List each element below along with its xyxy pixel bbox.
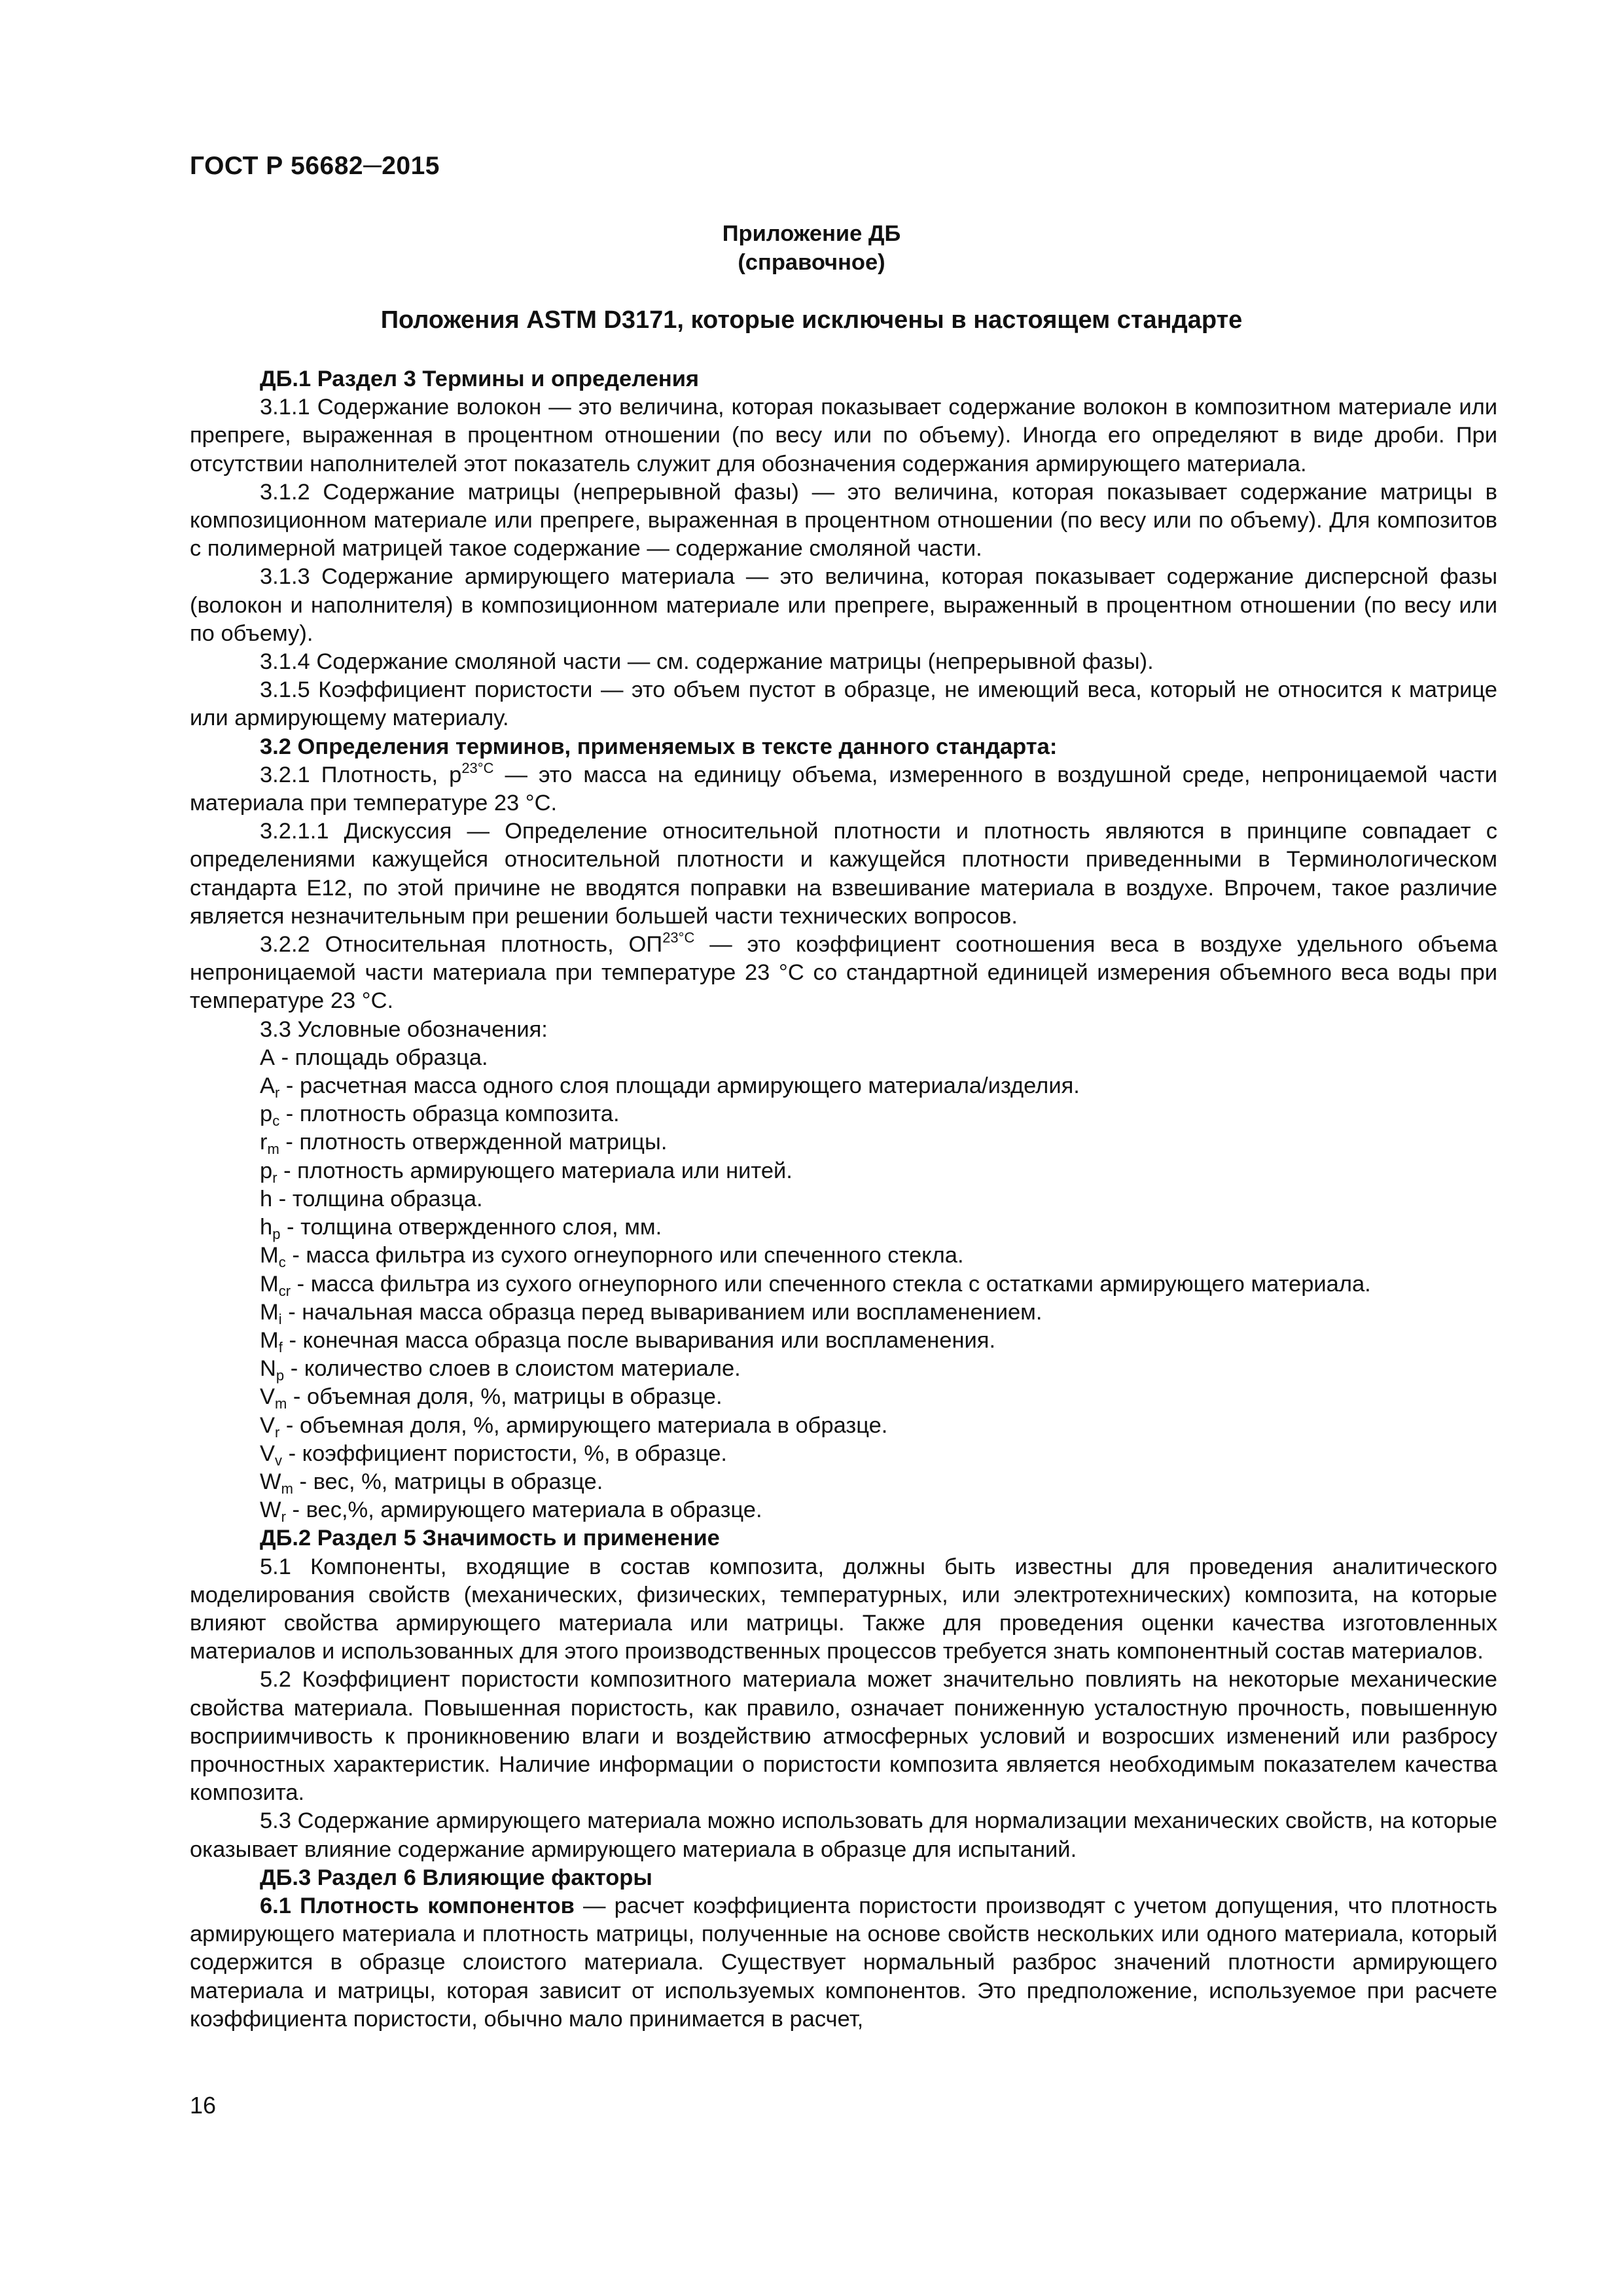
symbol-item (190, 1128, 1497, 1157)
superscript: 23°C (662, 929, 695, 946)
symbol-description: - конечная масса образца после вываривания или воспламенения. (282, 1327, 996, 1353)
section-title: ДБ.2 Раздел 5 Значимость и применение (260, 1526, 720, 1551)
paragraph-lead: 6.1 Плотность компонентов (260, 1893, 575, 1918)
term-text: 3.2.1 Плотность, р (260, 762, 462, 787)
page-number: 16 (190, 2092, 217, 2119)
symbol-item (190, 1072, 1497, 1100)
symbol-item (190, 1496, 1497, 1524)
symbol-item (190, 1383, 1497, 1411)
symbol-subscript: i (278, 1310, 282, 1327)
symbol-description: - толщина отвержденного слоя, мм. (280, 1215, 662, 1240)
symbol: r (260, 1130, 268, 1155)
paragraph: 3.1.3 Содержание армирующего материала — это величина, которая показывает содержание дисперсной фазы (волокон и наполнителя) в композиционном материале или препреге, выраженный в процентном отношении (по весу или по объему). (190, 564, 1497, 646)
symbol-subscript: p (276, 1367, 285, 1384)
document-header: ГОСТ Р 56682─2015 (190, 152, 440, 180)
symbol-description: - объемная доля, %, армирующего материала в образце. (279, 1412, 888, 1438)
symbol-item (190, 1270, 1497, 1299)
paragraph: 3.3 Условные обозначения: (260, 1016, 548, 1042)
definition-text: — это коэффициент соотношения веса в воздухе удельного объема непроницаемой части материала при температуре 23 °C со стандартной единицей измерения объемного веса воды при температуре 23 °C. (190, 932, 1498, 1014)
section-title: ДБ.1 Раздел 3 Термины и определения (260, 367, 700, 391)
paragraph: 5.3 Содержание армирующего материала можно использовать для нормализации механических свойств, на которые оказывает влияние содержание армирующего материала в образце для испытаний. (190, 1808, 1497, 1862)
symbol-subscript: r (272, 1169, 277, 1186)
paragraph (190, 931, 1497, 1016)
section-title: ДБ.3 Раздел 6 Влияющие факторы (260, 1865, 652, 1890)
symbol-item (190, 1327, 1497, 1355)
symbol-item (190, 1157, 1497, 1185)
symbol: A (260, 1073, 276, 1099)
subsection-title: 3.2 Определения терминов, применяемых в тексте данного стандарта: (260, 734, 1058, 759)
symbol: M (260, 1299, 279, 1325)
symbol-description: - плотность армирующего материала или нитей. (277, 1158, 793, 1183)
symbol-item (190, 1440, 1497, 1468)
annex-subtitle: (справочное) (738, 250, 885, 275)
symbol-item (190, 1412, 1497, 1440)
paragraph (190, 1892, 1497, 2034)
symbol: V (260, 1441, 276, 1466)
symbol-subscript: c (278, 1254, 286, 1271)
symbol: V (260, 1412, 276, 1438)
symbol-subscript: v (275, 1452, 283, 1469)
symbol-item (190, 1468, 1497, 1496)
symbol-subscript: cr (278, 1282, 291, 1299)
symbol-item (190, 1355, 1497, 1383)
document-body (190, 365, 1497, 2034)
symbol-subscript: f (278, 1338, 283, 1355)
symbol-subscript: r (275, 1424, 280, 1441)
symbol-subscript: r (281, 1509, 286, 1526)
symbol: M (260, 1327, 279, 1353)
symbol-description: - площадь образца. (275, 1045, 488, 1070)
symbol: h (260, 1186, 273, 1211)
term-text: 3.2.2 Относительная плотность, ОП (260, 932, 663, 958)
symbol: N (260, 1356, 276, 1382)
annex-title: Приложение ДБ (722, 221, 901, 246)
symbol-item (190, 1213, 1497, 1242)
symbol-description: - плотность образца композита. (279, 1102, 620, 1127)
section-heading: Положения ASTM D3171, которые исключены в настоящем стандарте (380, 306, 1243, 334)
symbol-item (190, 1185, 1497, 1213)
symbol: V (260, 1384, 276, 1410)
paragraph: 3.1.5 Коэффициент пористости — это объем пустот в образце, не имеющий веса, который не относится к матрице или армирующему материалу. (190, 677, 1497, 731)
paragraph: 3.1.4 Содержание смоляной части — см. содержание матрицы (непрерывной фазы). (260, 649, 1154, 675)
symbol: A (260, 1045, 276, 1070)
symbol-item (190, 1242, 1497, 1270)
paragraph-text: — расчет коэффициента пористости производят с учетом допущения, что плотность армирующего материала и плотность матрицы, полученные на основе свойств нескольких или одного материала, который содержится в образце слоистого материала. Существует нормальный разброс значений плотности армирующего материала и матрицы, которая зависит от используемых компонентов. Это предположение, используемое при расчете коэффициента пористости, обычно мало принимается в расчет, (190, 1893, 1497, 2032)
symbol: M (260, 1271, 279, 1297)
symbol-subscript: p (272, 1226, 281, 1243)
symbol: h (260, 1215, 273, 1240)
symbol-description: - вес,%, армирующего материала в образце. (285, 1498, 762, 1523)
paragraph: 3.1.1 Содержание волокон — это величина, которая показывает содержание волокон в композитном материале или препреге, выраженная в процентном отношении (по весу или по объему). Иногда его определяют в виде дроби. При отсутствии наполнителей этот показатель служит для обозначения содержания армирующего материала. (190, 395, 1497, 476)
symbol-description: - количество слоев в слоистом материале. (284, 1356, 741, 1382)
paragraph: 3.2.1.1 Дискуссия — Определение относительной плотности и плотность являются в принципе совпадает с определениями кажущейся относительной плотности и кажущейся плотности приведенными в Терминологическом стандарта E12, по этой причине не вводятся поправки на взвешивание материала в воздухе. Впрочем, такое различие является незначительным при решении большей части технических вопросов. (190, 819, 1497, 929)
symbol-subscript: m (281, 1480, 293, 1497)
definition-text: — это масса на единицу объема, измеренного в воздушной среде, непроницаемой части материала при температуре 23 °C. (190, 762, 1497, 816)
symbol-description: - вес, %, матрицы в образце. (293, 1469, 603, 1494)
symbol-subscript: c (272, 1113, 280, 1130)
symbol-item (190, 1044, 1497, 1072)
paragraph: 5.2 Коэффициент пористости композитного материала может значительно повлиять на некоторые механические свойства материала. Повышенная пористость, как правило, означает пониженную усталостную прочность, повышенную восприимчивость к проникновению влаги и воздействию атмосферных условий и возросших изменений или разбросу прочностных характеристик. Наличие информации о пористости композита является необходимым показателем качества композита. (190, 1667, 1497, 1806)
symbol: M (260, 1243, 279, 1268)
symbol-item (190, 1299, 1497, 1327)
symbol-description: - толщина образца. (272, 1186, 483, 1211)
symbol-description: - расчетная масса одного слоя площади армирующего материала/изделия. (279, 1073, 1080, 1099)
symbol: p (260, 1158, 273, 1183)
symbol-description: - плотность отвержденной матрицы. (279, 1130, 668, 1155)
symbol-subscript: m (275, 1395, 287, 1412)
symbol: W (260, 1469, 281, 1494)
symbol-item (190, 1100, 1497, 1128)
paragraph: 5.1 Компоненты, входящие в состав композита, должны быть известны для проведения аналитического моделирования свойств (механических, физических, температурных, или электротехнических) композита, на которые влияют свойства армирующего материала или матрицы. Также для проведения оценки качества изготовленных материалов и использованных для этого производственных процессов требуется знать компонентный состав материалов. (190, 1554, 1497, 1664)
paragraph (190, 761, 1497, 817)
paragraph: 3.1.2 Содержание матрицы (непрерывной фазы) — это величина, которая показывает содержание матрицы в композиционном материале или препреге, выраженная в процентном отношении (по весу или по объему). Для композитов с полимерной матрицей такое содержание — содержание смоляной части. (190, 479, 1497, 562)
symbol: W (260, 1498, 281, 1523)
symbol: p (260, 1102, 273, 1127)
superscript: 23°C (461, 759, 494, 776)
symbol-description: - начальная масса образца перед вывариванием или воспламенением. (281, 1299, 1043, 1325)
symbol-description: - масса фильтра из сухого огнеупорного или спеченного стекла с остатками армирующего материала. (291, 1271, 1371, 1297)
symbol-subscript: r (275, 1085, 280, 1102)
symbol-description: - масса фильтра из сухого огнеупорного или спеченного стекла. (285, 1243, 964, 1268)
symbol-description: - коэффициент пористости, %, в образце. (282, 1441, 727, 1466)
symbol-description: - объемная доля, %, матрицы в образце. (287, 1384, 722, 1410)
symbol-subscript: m (267, 1141, 279, 1158)
